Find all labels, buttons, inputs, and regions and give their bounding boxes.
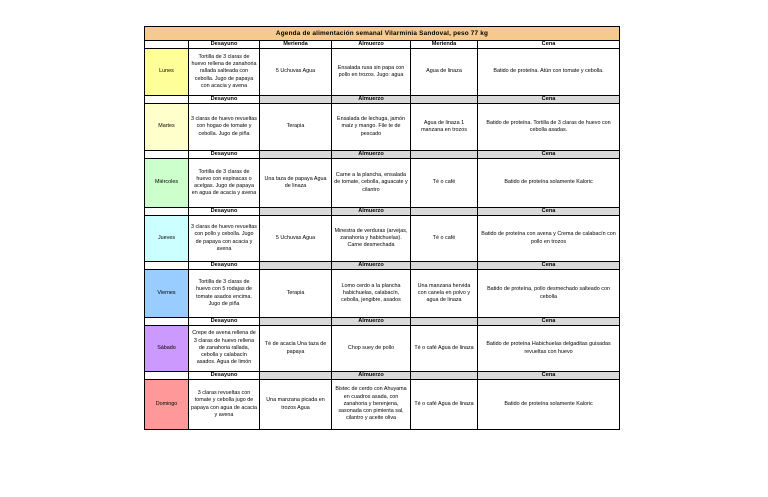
merienda-2-cell: Agua de linaza [411, 49, 478, 96]
header-empty-cell [411, 318, 478, 326]
header-cena: Cena [478, 151, 620, 159]
cena-cell: Batido de proteína. Tortilla de 3 claras de huevo con cebolla asadas. [478, 104, 620, 151]
desayuno-cell: Crepe de avena rellena de 3 claras de huevo rellena de zanahoria rallada, cebolla y calabacín asados. Agua de limón [189, 326, 260, 372]
merienda-1-cell: Terapia [260, 270, 332, 318]
header-blank-cell [145, 208, 189, 216]
header-desayuno: Desayuno [189, 262, 260, 270]
day-row [145, 270, 620, 318]
almuerzo-cell: Ensalada de lechuga, jamón maíz y mango. File te de pescado [332, 104, 411, 151]
section-header-row [145, 151, 620, 159]
almuerzo-cell: Carne a la plancha, ensalada de tomate, cebolla, aguacate y cilantro [332, 159, 411, 208]
header-blank-cell [145, 318, 189, 326]
almuerzo-cell: Lomo cerdo a la plancha habichuelas, calabacín, cebolla, jengibre, asados [332, 270, 411, 318]
header-desayuno: Desayuno [189, 96, 260, 104]
day-row [145, 326, 620, 372]
cena-cell: Batido de proteína, pollo desmechado salteado con cebolla [478, 270, 620, 318]
almuerzo-cell: Ensalada rusa sin papa con pollo en trozos. Jugo: agua [332, 49, 411, 96]
merienda-1-cell: Té de acacia Una taza de papaya [260, 326, 332, 372]
header-cena: Cena [478, 208, 620, 216]
merienda-1-cell: 5 Uchuvas Agua [260, 216, 332, 262]
merienda-1-cell: Una taza de papaya Agua de linaza [260, 159, 332, 208]
almuerzo-cell: Bistec de cerdo con Ahuyama en cuadros asada, con zanahoria y berenjena, sasonada con pimienta sal, cilantro y aceite oliva [332, 380, 411, 430]
header-cena: Cena [478, 318, 620, 326]
desayuno-cell: Tortilla de 3 claras de huevo con espinacas o acelgas. Jugo de papaya en agua de acacia y avena [189, 159, 260, 208]
cena-cell: Batido de proteína solamente Kaloric [478, 159, 620, 208]
merienda-2-cell: Té o café Agua de linaza [411, 380, 478, 430]
header-empty-cell [411, 151, 478, 159]
almuerzo-cell: Minestra de verduras (arvejas, zanahoria y habichuelas). Carne desmechada [332, 216, 411, 262]
header-almuerzo: Almuerzo [332, 208, 411, 216]
header-empty-cell [260, 262, 332, 270]
header-almuerzo: Almuerzo [332, 318, 411, 326]
section-header-row [145, 372, 620, 380]
cena-cell: Batido de proteína solamente Kaloric [478, 380, 620, 430]
day-row [145, 49, 620, 96]
header-desayuno: Desayuno [189, 151, 260, 159]
section-header-row [145, 318, 620, 326]
header-desayuno: Desayuno [189, 318, 260, 326]
meal-plan-sheet [144, 26, 619, 430]
header-desayuno: Desayuno [189, 372, 260, 380]
section-header-row [145, 96, 620, 104]
header-empty-cell [411, 96, 478, 104]
header-cena: Cena [478, 41, 620, 49]
cena-cell: Batido de proteína. Atún con tomate y cebolla. [478, 49, 620, 96]
header-blank-cell [145, 41, 189, 49]
desayuno-cell: 3 claras de huevo revueltas con hogao de tomate y cebolla. Jugo de piña [189, 104, 260, 151]
merienda-2-cell: Té o café [411, 216, 478, 262]
day-row [145, 159, 620, 208]
day-name-cell: Sábado [145, 326, 189, 372]
desayuno-cell: Tortilla de 3 claras de huevo rellena de zanahoria rallada salteada con cebolla. Jugo de papaya con acacia y avena [189, 49, 260, 96]
header-empty-cell [260, 96, 332, 104]
header-empty-cell [411, 262, 478, 270]
merienda-2-cell: Té o café [411, 159, 478, 208]
header-empty-cell [411, 208, 478, 216]
header-almuerzo: Almuerzo [332, 96, 411, 104]
header-blank-cell [145, 262, 189, 270]
day-row [145, 380, 620, 430]
header-almuerzo: Almuerzo [332, 372, 411, 380]
header-empty-cell [260, 318, 332, 326]
header-blank-cell [145, 151, 189, 159]
desayuno-cell: 3 claras de huevo revueltas con pollo y cebolla. Jugo de papaya con acacia y avena [189, 216, 260, 262]
header-desayuno: Desayuno [189, 41, 260, 49]
header-empty-cell [260, 208, 332, 216]
day-name-cell: Lunes [145, 49, 189, 96]
cena-cell: Batido de proteína con avena y Crema de calabacín con pollo en trozos [478, 216, 620, 262]
almuerzo-cell: Chop suey de pollo [332, 326, 411, 372]
desayuno-cell: 3 claras revueltas con tomate y cebolla jugo de papaya con agua de acacia y avena [189, 380, 260, 430]
header-cena: Cena [478, 372, 620, 380]
day-name-cell: Martes [145, 104, 189, 151]
header-almuerzo: Almuerzo [332, 151, 411, 159]
header-cena: Cena [478, 96, 620, 104]
header-merienda-2: Merienda [411, 41, 478, 49]
meal-plan-table [144, 26, 620, 430]
section-header-row [145, 208, 620, 216]
header-empty-cell [260, 372, 332, 380]
header-cena: Cena [478, 262, 620, 270]
header-almuerzo: Almuerzo [332, 262, 411, 270]
day-name-cell: Jueves [145, 216, 189, 262]
header-empty-cell [260, 151, 332, 159]
day-name-cell: Domingo [145, 380, 189, 430]
merienda-1-cell: 5 Uchuvas Agua [260, 49, 332, 96]
cena-cell: Batido de proteína Habichuelas delgaditas guisadas revueltas con huevo [478, 326, 620, 372]
merienda-2-cell: Una manzana hervida con canela en polvo y agua de linaza [411, 270, 478, 318]
merienda-2-cell: Agua de linaza 1 manzana en trozos [411, 104, 478, 151]
merienda-2-cell: Té o café Agua de linaza [411, 326, 478, 372]
day-row [145, 216, 620, 262]
day-name-cell: Viernes [145, 270, 189, 318]
day-name-cell: Miércoles [145, 159, 189, 208]
desayuno-cell: Tortilla de 3 claras de huevo con 5 rodajas de tomate asados encima. Jugo de piña [189, 270, 260, 318]
header-desayuno: Desayuno [189, 208, 260, 216]
header-merienda-1: Merienda [260, 41, 332, 49]
day-row [145, 104, 620, 151]
header-almuerzo: Almuerzo [332, 41, 411, 49]
header-blank-cell [145, 96, 189, 104]
header-empty-cell [411, 372, 478, 380]
section-header-row [145, 41, 620, 49]
section-header-row [145, 262, 620, 270]
merienda-1-cell: Terapia [260, 104, 332, 151]
merienda-1-cell: Una manzana picada en trozos Agua [260, 380, 332, 430]
header-blank-cell [145, 372, 189, 380]
sheet-title: Agenda de alimentación semanal Vilarminia Sandoval, peso 77 kg [145, 27, 620, 41]
